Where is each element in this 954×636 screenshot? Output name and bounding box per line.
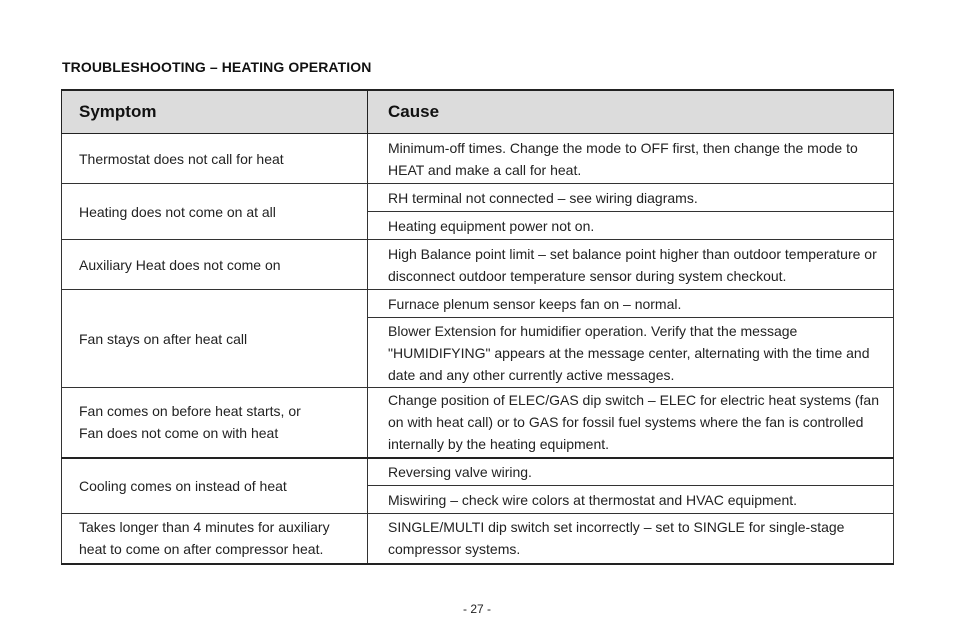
troubleshooting-table xyxy=(61,89,894,565)
cause-cell: SINGLE/MULTI dip switch set incorrectly – set to SINGLE for single-stage compressor systems. xyxy=(368,514,894,564)
table-row xyxy=(62,388,894,458)
cause-cell: Minimum-off times. Change the mode to OFF first, then change the mode to HEAT and make a call for heat. xyxy=(368,134,894,184)
symptom-cell: Fan stays on after heat call xyxy=(62,290,368,388)
page-title: TROUBLESHOOTING – HEATING OPERATION xyxy=(62,59,372,75)
symptom-cell: Takes longer than 4 minutes for auxiliary heat to come on after compressor heat. xyxy=(62,514,368,564)
symptom-column-header: Symptom xyxy=(62,90,368,134)
table-header-row xyxy=(62,90,894,134)
table-row xyxy=(62,290,894,318)
table-row xyxy=(62,514,894,564)
cause-cell: Change position of ELEC/GAS dip switch – ELEC for electric heat systems (fan on with heat call) or to GAS for fossil fuel systems where the fan is controlled internally by the heating equipment. xyxy=(368,388,894,458)
symptom-cell: Heating does not come on at all xyxy=(62,184,368,240)
cause-cell: Heating equipment power not on. xyxy=(368,212,894,240)
cause-cell: Miswiring – check wire colors at thermostat and HVAC equipment. xyxy=(368,486,894,514)
symptom-cell: Auxiliary Heat does not come on xyxy=(62,240,368,290)
table-row xyxy=(62,134,894,184)
cause-column-header: Cause xyxy=(368,90,894,134)
table-row xyxy=(62,458,894,486)
cause-cell: Blower Extension for humidifier operation. Verify that the message "HUMIDIFYING" appears at the message center, alternating with the time and date and any other currently active messages. xyxy=(368,318,894,388)
cause-cell: Furnace plenum sensor keeps fan on – normal. xyxy=(368,290,894,318)
cause-cell: High Balance point limit – set balance point higher than outdoor temperature or disconnect outdoor temperature sensor during system checkout. xyxy=(368,240,894,290)
page-number: - 27 - xyxy=(462,602,491,616)
symptom-cell: Cooling comes on instead of heat xyxy=(62,458,368,514)
cause-cell: RH terminal not connected – see wiring diagrams. xyxy=(368,184,894,212)
symptom-cell: Thermostat does not call for heat xyxy=(62,134,368,184)
cause-cell: Reversing valve wiring. xyxy=(368,458,894,486)
table-row xyxy=(62,240,894,290)
symptom-cell: Fan comes on before heat starts, or Fan does not come on with heat xyxy=(62,388,368,458)
table-row xyxy=(62,184,894,212)
